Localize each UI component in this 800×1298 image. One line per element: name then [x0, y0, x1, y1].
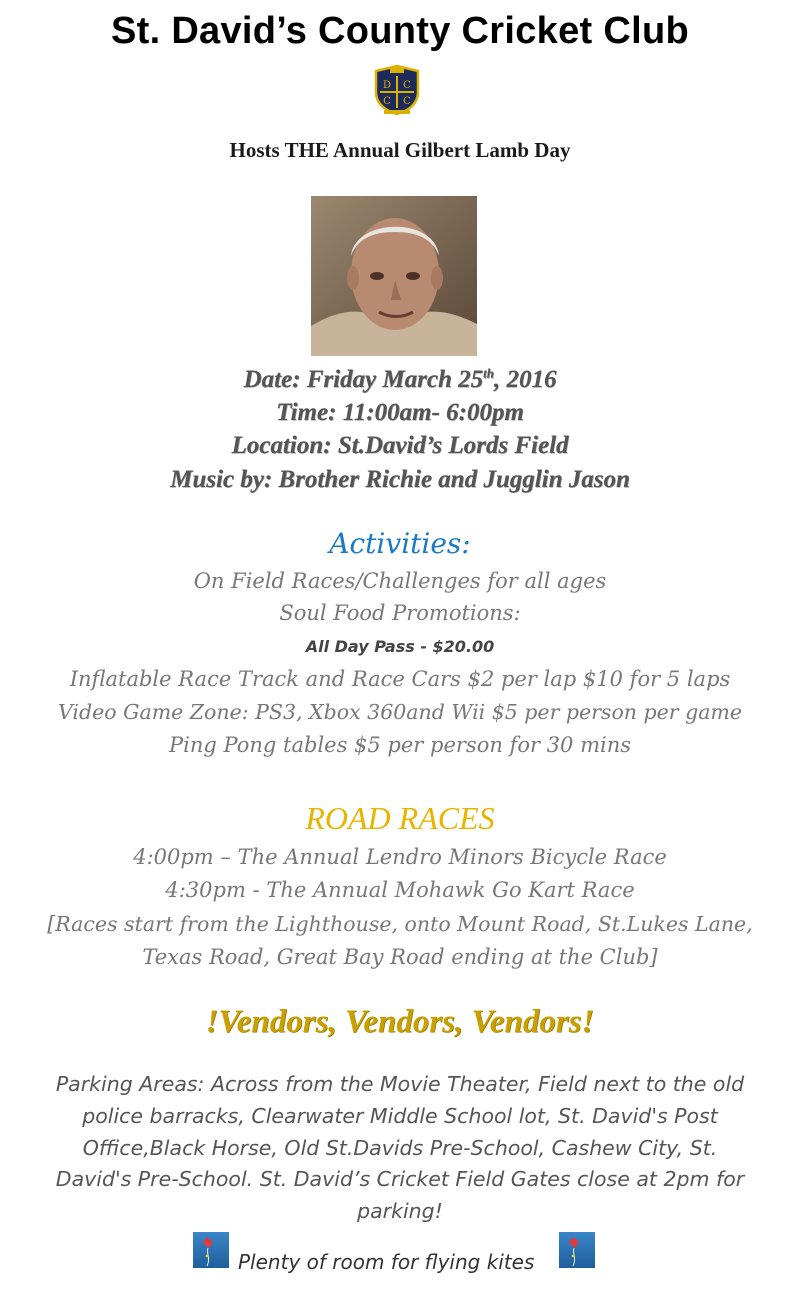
crest-letter: C [403, 80, 411, 91]
vendors-banner: !Vendors, Vendors, Vendors! [205, 1004, 595, 1040]
activity-item: Inflatable Race Track and Race Cars $2 per lap $10 for 5 laps [69, 667, 731, 691]
activity-item: On Field Races/Challenges for all ages [193, 569, 607, 593]
portrait-photo [311, 196, 477, 356]
activities-heading: Activities: [329, 527, 471, 560]
road-race-line: Texas Road, Great Bay Road ending at the Club] [142, 945, 658, 969]
crest-letter: C [403, 96, 411, 107]
parking-line: David's Pre-School. St. David’s Cricket Field Gates close at 2pm for [55, 1167, 745, 1191]
event-date-prefix: Date: Friday March 25 [243, 366, 484, 393]
event-music: Music by: Brother Richie and Jugglin Jason [170, 466, 630, 493]
road-race-line: 4:00pm – The Annual Lendro Minors Bicycle Race [133, 845, 667, 869]
all-day-pass: All Day Pass - $20.00 [305, 637, 495, 656]
event-subtitle: Hosts THE Annual Gilbert Lamb Day [229, 138, 571, 162]
crest-letter: C [383, 96, 391, 107]
parking-line: police barracks, Clearwater Middle School lot, St. David's Post [82, 1104, 718, 1128]
club-title: St. David’s County Cricket Club [111, 10, 689, 52]
kite-icon [559, 1232, 595, 1268]
parking-line: parking! [357, 1199, 443, 1223]
event-time: Time: 11:00am- 6:00pm [276, 399, 524, 426]
activity-item: Ping Pong tables $5 per person for 30 mins [168, 733, 632, 757]
kites-caption: Plenty of room for flying kites [238, 1250, 535, 1274]
event-date [0, 366, 800, 394]
event-date-ordinal: th [483, 365, 494, 381]
road-races-heading: ROAD RACES [305, 800, 495, 836]
crest-letter: D [382, 80, 392, 91]
event-location: Location: St.David’s Lords Field [231, 432, 569, 459]
activity-item: Video Game Zone: PS3, Xbox 360and Wii $5 per person per game [57, 700, 743, 724]
event-date-suffix: , 2016 [493, 366, 557, 393]
parking-line: Parking Areas: Across from the Movie Theater, Field next to the old [55, 1072, 745, 1096]
kite-icon [193, 1232, 229, 1268]
club-crest-icon [372, 64, 422, 116]
road-race-line: 4:30pm - The Annual Mohawk Go Kart Race [165, 878, 635, 902]
parking-line: Office,Black Horse, Old St.Davids Pre-School, Cashew City, St. [82, 1136, 718, 1160]
road-race-line: [Races start from the Lighthouse, onto Mount Road, St.Lukes Lane, [47, 912, 753, 936]
activity-item: Soul Food Promotions: [279, 601, 521, 625]
